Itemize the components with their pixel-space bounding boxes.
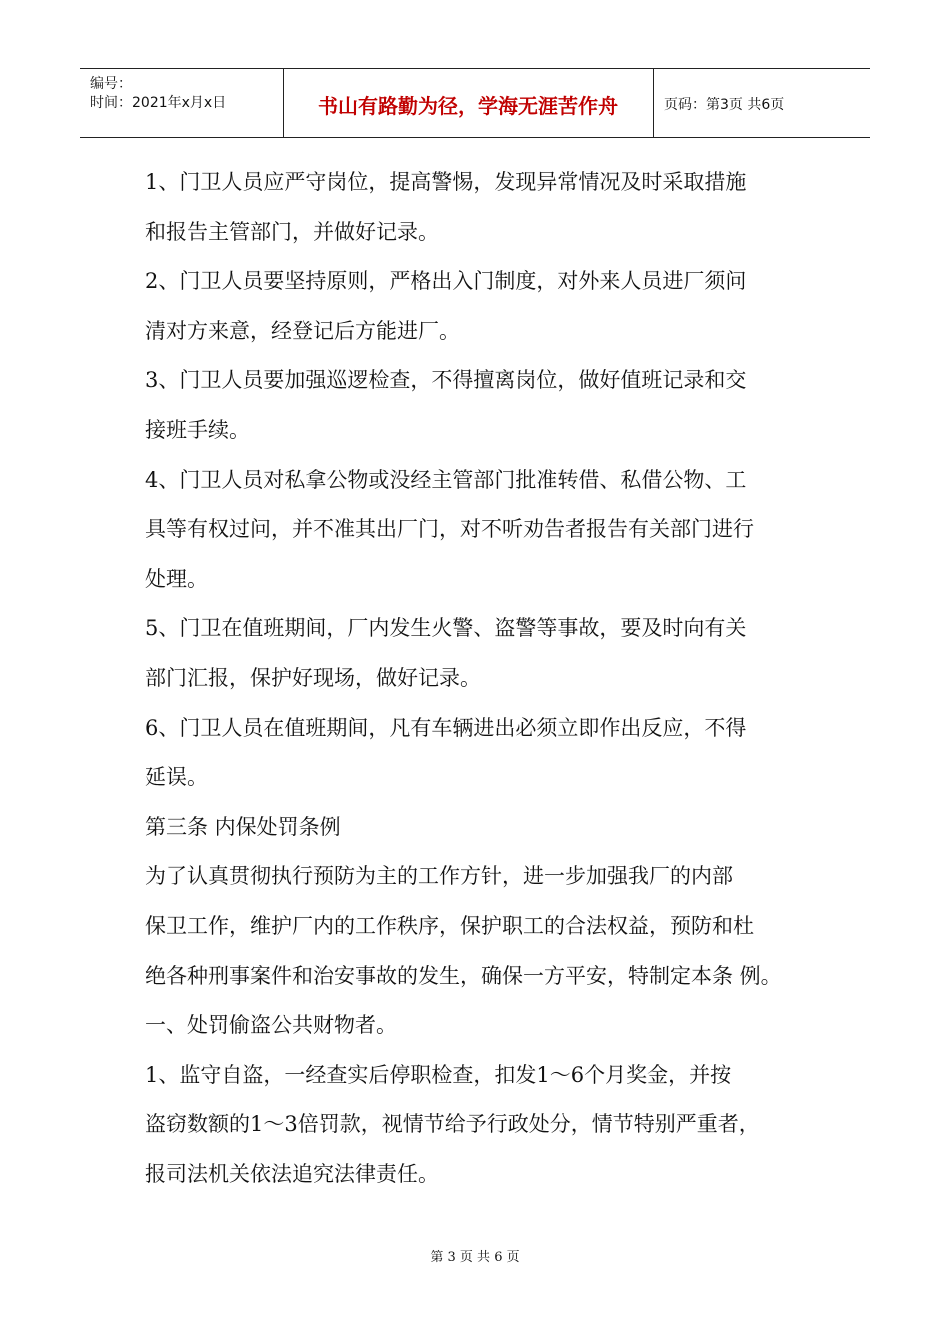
- body-line: 具等有权过问，并不准其出厂门，对不听劝告者报告有关部门进行: [145, 517, 754, 542]
- section-heading: 第三条 内保处罚条例: [145, 814, 341, 839]
- header-page-cell: [654, 69, 870, 137]
- subsection-heading: 一、处罚偷盗公共财物者。: [145, 1013, 397, 1038]
- body-line: 1、监守自盗，一经查实后停职检查，扣发1～6个月奖金，并按: [145, 1062, 732, 1087]
- body-line: 为了认真贯彻执行预防为主的工作方针，进一步加强我厂的内部: [145, 864, 733, 889]
- header-meta-cell: [80, 69, 284, 137]
- body-line: 1、门卫人员应严守岗位，提高警惕，发现异常情况及时采取措施: [145, 170, 747, 194]
- body-line: 保卫工作，维护厂内的工作秩序，保护职工的合法权益，预防和杜: [145, 913, 754, 938]
- page-footer: 第 3 页 共 6 页: [430, 1250, 520, 1265]
- document-time-label: 时间：2021年x月x日: [90, 95, 227, 111]
- document-number-label: 编号：: [90, 76, 132, 92]
- body-line: 和报告主管部门，并做好记录。: [145, 219, 439, 244]
- body-line: 绝各种刑事案件和治安事故的发生，确保一方平安，特制定本条 例。: [145, 963, 782, 988]
- body-line: 4、门卫人员对私拿公物或没经主管部门批准转借、私借公物、工: [145, 467, 747, 492]
- body-line: 部门汇报，保护好现场，做好记录。: [145, 665, 481, 690]
- body-line: 6、门卫人员在值班期间，凡有车辆进出必须立即作出反应，不得: [145, 715, 747, 740]
- document-header: [80, 68, 870, 138]
- body-line: 盗窃数额的1～3倍罚款，视情节给予行政处分，情节特别严重者，: [145, 1112, 760, 1137]
- document-body: [145, 158, 817, 1199]
- body-line: 清对方来意，经登记后方能进厂。: [145, 318, 460, 343]
- body-line: 处理。: [145, 566, 208, 591]
- header-page-info: 页码：第3页 共6页: [664, 97, 785, 113]
- header-motto: 书山有路勤为径，学海无涯苦作舟: [318, 94, 618, 118]
- body-line: 接班手续。: [145, 417, 250, 442]
- body-line: 延误。: [145, 765, 208, 790]
- body-line: 5、门卫在值班期间，厂内发生火警、盗警等事故，要及时向有关: [145, 616, 747, 641]
- header-motto-cell: [283, 69, 654, 137]
- body-line: 2、门卫人员要坚持原则，严格出入门制度，对外来人员进厂须问: [145, 269, 747, 294]
- body-line: 3、门卫人员要加强巡逻检查，不得擅离岗位，做好值班记录和交: [145, 368, 747, 393]
- body-line: 报司法机关依法追究法律责任。: [145, 1161, 439, 1186]
